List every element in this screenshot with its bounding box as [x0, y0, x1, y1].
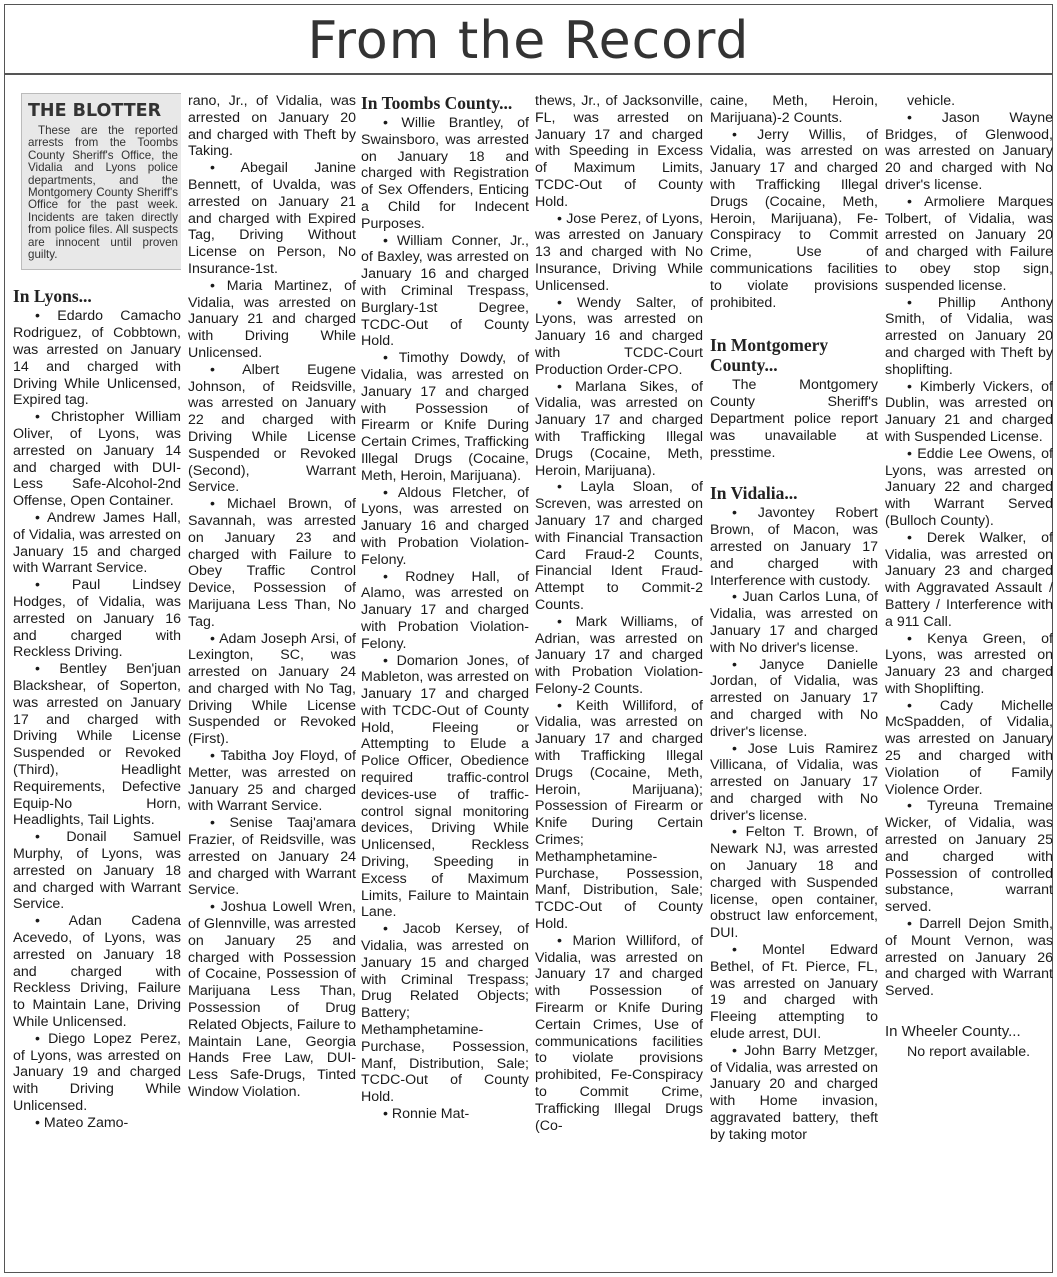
blotter-title: THE BLOTTER [28, 101, 162, 121]
column-4 [535, 93, 703, 1263]
arrest-entry: • Juan Carlos Luna, of Vidalia, was arrested on January 17 and charged with No driver's license. [710, 589, 878, 656]
section-heading-montgomery: In Montgomery County... [710, 335, 829, 376]
arrest-entry: • Joshua Lowell Wren, of Glennville, was arrested on January 25 and charged with Possession of Cocaine, Possession of Marijuana Less Than, Possession of Drug Related Objects, Failure to Maintain Lane, Georgia Hands Free Law, DUI-Less Safe-Drugs, Tinted Window Violation. [188, 899, 356, 1101]
column-3 [361, 93, 529, 1263]
arrest-entry: • Adan Cadena Acevedo, of Lyons, was arrested on January 18 and charged with Reckless Driving, Failure to Maintain Lane, Driving While Unlicensed. [13, 913, 181, 1030]
arrest-entry: • Cady Michelle McSpadden, of Vidalia, was arrested on January 25 and charged with Violation of Family Violence Order. [885, 697, 1053, 798]
arrest-entry: • Phillip Anthony Smith, of Vidalia, was arrested on January 20 and charged with Theft by shoplifting. [885, 294, 1053, 378]
arrest-entry: • Andrew James Hall, of Vidalia, was arrested on January 15 and charged with Warrant Service. [13, 510, 181, 577]
column-5 [710, 93, 878, 1263]
montgomery-note: The Montgomery County Sheriff's Department police report was unavailable at presstime. [710, 377, 878, 461]
arrest-entry-continued: vehicle. [907, 93, 956, 109]
arrest-entry: • Marion Williford, of Vidalia, was arrested on January 17 and charged with Possession of Firearm or Knife During Certain Crimes, Use of communications facilities to violate provisions prohibited, Fe-Conspiracy to Commit Crime, Trafficking Illegal Drugs (Co- [535, 932, 703, 1134]
arrest-entry: • Maria Martinez, of Vidalia, was arrested on January 21 and charged with Driving While Unlicensed. [188, 277, 356, 361]
arrest-entry: • Donail Samuel Murphy, of Lyons, was arrested on January 18 and charged with Warrant Service. [13, 829, 181, 913]
arrest-entry: • Tyreuna Tremaine Wicker, of Vidalia, was arrested on January 25 and charged with Possession of controlled substance, warrant served. [885, 798, 1053, 916]
arrest-entry: • Timothy Dowdy, of Vidalia, was arrested on January 17 and charged with Possession of Firearm or Knife During Certain Crimes, Trafficking Illegal Drugs (Cocaine, Meth, Heroin, Marijuana). [361, 350, 529, 484]
arrest-entry: • Tabitha Joy Floyd, of Metter, was arrested on January 25 and charged with Warrant Service. [188, 748, 356, 815]
column-6 [885, 93, 1053, 1263]
arrest-entry-continued: rano, Jr., of Vidalia, was arrested on January 20 and charged with Theft by Taking. [188, 93, 356, 160]
arrest-entry: • Layla Sloan, of Screven, was arrested on January 17 and charged with Financial Transaction Card Fraud-2 Counts, Financial Ident Fraud-Attempt to Commit-2 Counts. [535, 479, 703, 613]
arrest-entry: • Paul Lindsey Hodges, of Vidalia, was arrested on January 16 and charged with Reckless Driving. [13, 577, 181, 661]
blotter-intro: These are the reported arrests from the Toombs County Sheriff's Office, the Vidalia and Lyons police departments, and the Montgomery County Sheriff's Office for the past week. Incidents are taken directly from police files. All suspects are innocent until proven guilty. [28, 124, 178, 262]
arrest-entry: • Willie Brantley, of Swainsboro, was arrested on January 18 and charged with Registration of Sex Offenders, Enticing a Child for Indecent Purposes. [361, 115, 529, 232]
arrest-entry: • Derek Walker, of Vidalia, was arrested on January 23 and charged with Aggravated Assault / Battery / Interference with a 911 Call. [885, 529, 1053, 630]
wheeler-note: No report available. [907, 1044, 1031, 1061]
arrest-entry: • John Barry Metzger, of Vidalia, was arrested on January 20 and charged with Home invasion, aggravated battery, theft by taking motor [710, 1042, 878, 1143]
section-heading-toombs: In Toombs County... [361, 93, 513, 113]
arrest-entry: • Armoliere Marques Tolbert, of Vidalia, was arrested on January 20 and charged with Failure to obey stop sign, suspended license. [885, 193, 1053, 294]
section-heading-wheeler: In Wheeler County... [885, 1023, 1021, 1041]
arrest-entry: • Diego Lopez Perez, of Lyons, was arrested on January 19 and charged with Driving While Unlicensed. [13, 1030, 181, 1114]
arrest-entry: • Janyce Danielle Jordan, of Vidalia, was arrested on January 17 and charged with No driver's license. [710, 656, 878, 740]
arrest-entry: • Ronnie Mat- [383, 1106, 470, 1123]
arrest-entry: • Eddie Lee Owens, of Lyons, was arrested on January 22 and charged with Warrant Served (Bulloch County). [885, 445, 1053, 529]
arrest-entry: • Aldous Fletcher, of Lyons, was arrested on January 16 and charged with Probation Violation-Felony. [361, 484, 529, 568]
masthead [5, 5, 1052, 75]
column-2 [188, 93, 356, 1263]
arrest-entry: • Wendy Salter, of Lyons, was arrested on January 16 and charged with TCDC-Court Production Order-CPO. [535, 294, 703, 378]
page-title: From the Record [307, 11, 750, 71]
arrest-entry: • Domarion Jones, of Mableton, was arrested on January 17 and charged with TCDC-Out of County Hold, Fleeing or Attempting to Elude a Police Officer, Obedience required traffic-control devices-use of traffic-control signal monitoring devices, Driving While Unlicensed, Reckless Driving, Speeding in Excess of Maximum Limits, Failure to Maintain Lane. [361, 652, 529, 921]
arrest-entry: • Abegail Janine Bennett, of Uvalda, was arrested on January 21 and charged with Expired Tag, Driving Without License on Person, No Insurance-1st. [188, 160, 356, 277]
section-heading-lyons: In Lyons... [13, 286, 92, 307]
arrest-entry: • Michael Brown, of Savannah, was arrested on January 23 and charged with Failure to Obey Traffic Control Device, Possession of Marijuana Less Than, No Tag. [188, 496, 356, 630]
column-1 [13, 93, 181, 1263]
arrest-entry: • Rodney Hall, of Alamo, was arrested on January 17 and charged with Probation Violation-Felony. [361, 568, 529, 652]
arrest-entry: • Senise Taaj'amara Frazier, of Reidsville, was arrested on January 24 and charged with Warrant Service. [188, 815, 356, 899]
arrest-entry: • Adam Joseph Arsi, of Lexington, SC, was arrested on January 24 and charged with No Tag, Driving While License Suspended or Revoked (First). [188, 630, 356, 748]
newspaper-page [4, 4, 1053, 1273]
arrest-entry: • Keith Williford, of Vidalia, was arrested on January 17 and charged with Trafficking Illegal Drugs (Cocaine, Meth, Heroin, Marijuana); Possession of Firearm or Knife During Certain Crimes; Methamphetamine-Purchase, Possession, Manf, Distribution, Sale; TCDC-Out of County Hold. [535, 697, 703, 933]
arrest-entry: • Jason Wayne Bridges, of Glenwood, was arrested on January 20 and charged with No driver's license. [885, 109, 1053, 193]
blotter-box [21, 93, 181, 270]
arrest-entry: • Jerry Willis, of Vidalia, was arrested on January 17 and charged with Trafficking Illegal Drugs (Cocaine, Meth, Heroin, Marijuana), Fe-Conspiracy to Commit Crime, Use of communications facilities to violate provisions prohibited. [710, 126, 878, 311]
arrest-entry-continued: thews, Jr., of Jacksonville, FL, was arrested on January 17 and charged with Speeding in Excess of Maximum Limits, TCDC-Out of County Hold. [535, 93, 703, 210]
arrest-entry: • William Conner, Jr., of Baxley, was arrested on January 16 and charged with Criminal Trespass, Burglary-1st Degree, TCDC-Out of County Hold. [361, 232, 529, 350]
arrest-entry: • Jose Luis Ramirez Villicana, of Vidalia, was arrested on January 17 and charged with No driver's license. [710, 740, 878, 824]
arrest-entry: • Jose Perez, of Lyons, was arrested on January 13 and charged with No Insurance, Driving While Unlicensed. [535, 210, 703, 294]
section-heading-vidalia: In Vidalia... [710, 483, 798, 504]
arrest-entry-continued: caine, Meth, Heroin, Marijuana)-2 Counts. [710, 93, 878, 126]
arrest-entry: • Darrell Dejon Smith, of Mount Vernon, was arrested on January 26 and charged with Warrant Served. [885, 916, 1053, 1000]
arrest-entry: • Felton T. Brown, of Newark NJ, was arrested on January 18 and charged with Suspended license, open container, obstruct law enforcement, DUI. [710, 824, 878, 942]
arrest-entry: • Montel Edward Bethel, of Ft. Pierce, FL, was arrested on January 19 and charged with Fleeing attempting to elude arrest, DUI. [710, 942, 878, 1043]
arrest-entry: • Bentley Ben'juan Blackshear, of Soperton, was arrested on January 17 and charged with Driving While License Suspended or Revoked (Third), Headlight Requirements, Defective Equip-No Horn, Headlights, Tail Lights. [13, 661, 181, 829]
arrest-entry: • Mark Williams, of Adrian, was arrested on January 17 and charged with Probation Violation-Felony-2 Counts. [535, 613, 703, 697]
arrest-entry: • Albert Eugene Johnson, of Reidsville, was arrested on January 22 and charged with Driving While License Suspended or Revoked (Second), Warrant Service. [188, 361, 356, 496]
arrest-entry: • Mateo Zamo- [35, 1114, 129, 1131]
arrest-entry: • Jacob Kersey, of Vidalia, was arrested on January 15 and charged with Criminal Trespass; Drug Related Objects; Battery; Methamphetamine-Purchase, Possession, Manf, Distribution, Sale; TCDC-Out of County Hold. [361, 921, 529, 1106]
arrest-entry: • Edardo Camacho Rodriguez, of Cobbtown, was arrested on January 14 and charged with Driving While Unlicensed, Expired tag. [13, 308, 181, 409]
arrest-entry: • Kimberly Vickers, of Dublin, was arrested on January 21 and charged with Suspended License. [885, 378, 1053, 445]
arrest-entry: • Kenya Green, of Lyons, was arrested on January 23 and charged with Shoplifting. [885, 630, 1053, 697]
arrest-entry: • Marlana Sikes, of Vidalia, was arrested on January 17 and charged with Trafficking Illegal Drugs (Cocaine, Meth, Heroin, Marijuana). [535, 378, 703, 479]
arrest-entry: • Javontey Robert Brown, of Macon, was arrested on January 17 and charged with Interference with custody. [710, 505, 878, 589]
arrest-entry: • Christopher William Oliver, of Lyons, was arrested on January 14 and charged with DUI-Less Safe-Alcohol-2nd Offense, Open Container. [13, 409, 181, 510]
